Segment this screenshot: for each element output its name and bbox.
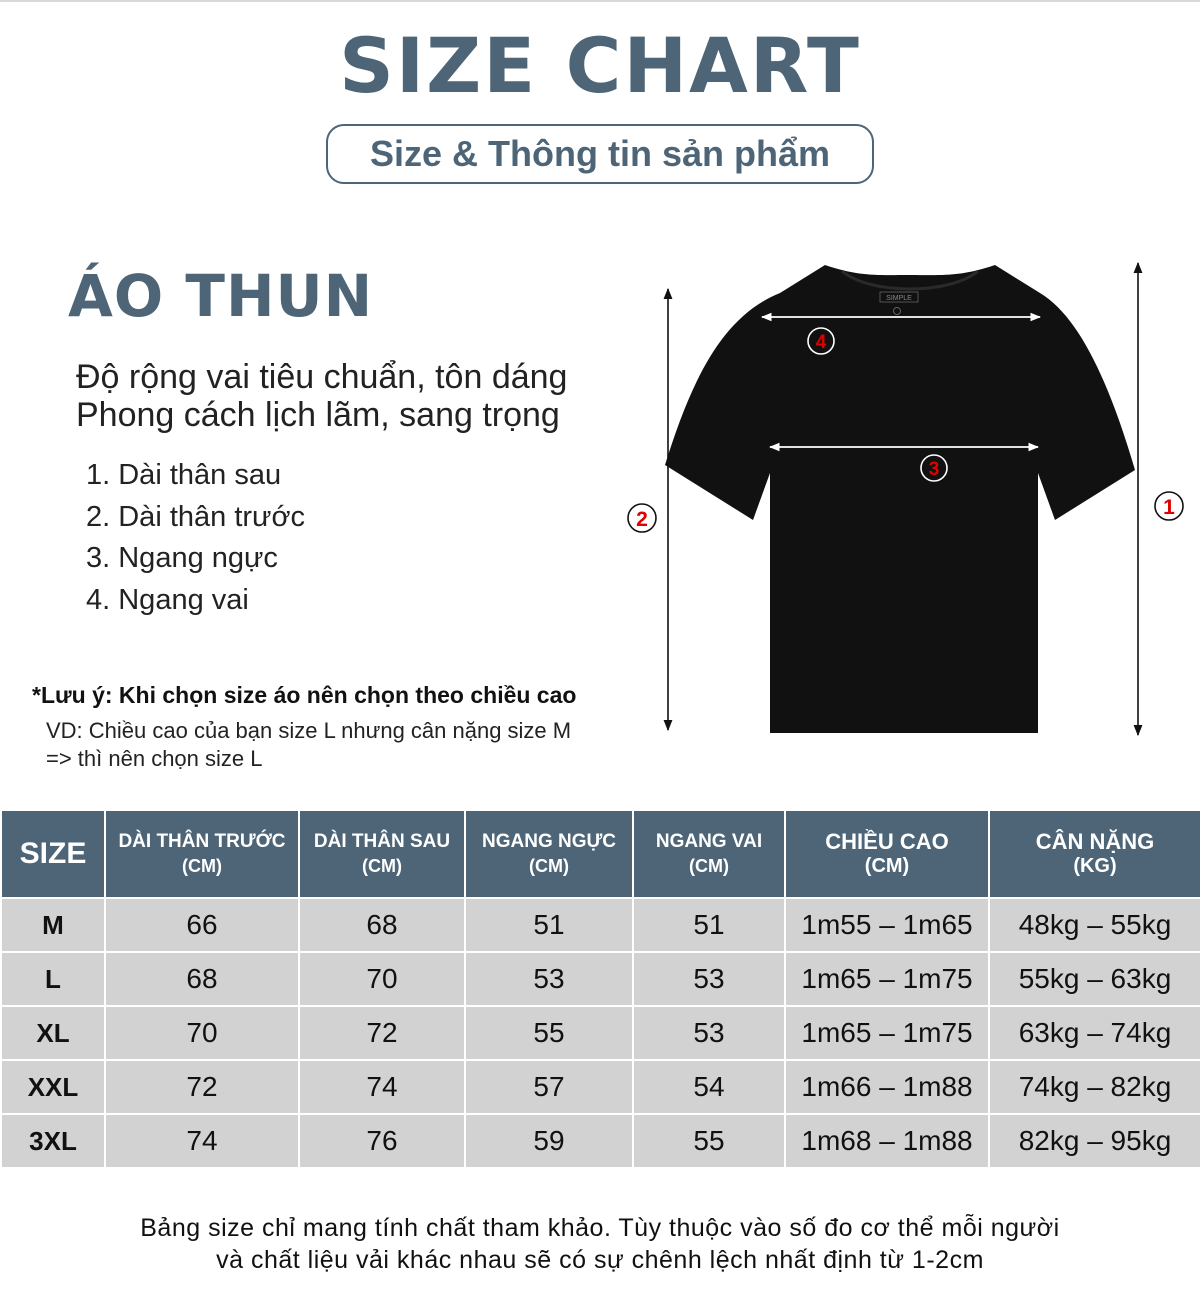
cell-chest: 55: [465, 1006, 633, 1060]
note-conclusion: => thì nên chọn size L: [46, 746, 263, 771]
product-name: ÁO THUN: [68, 262, 374, 330]
cell-back-length: 76: [299, 1114, 465, 1168]
header-size: [1, 810, 105, 898]
marker-3-number: 3: [928, 459, 940, 480]
cell-weight: 55kg – 63kg: [989, 952, 1200, 1006]
footer-disclaimer: [0, 1212, 1200, 1276]
page-title: SIZE CHART: [339, 21, 861, 110]
tshirt-measurement-illustration: [620, 255, 1200, 750]
brand-mark-text: SIMPLE: [886, 295, 912, 302]
note-title: *Lưu ý: Khi chọn size áo nên chọn theo chiều cao: [32, 682, 577, 708]
marker-2: [628, 504, 656, 532]
marker-4: [808, 328, 834, 354]
measurement-item: 4. Ngang vai: [86, 583, 249, 616]
cell-size: L: [1, 952, 105, 1006]
cell-height: 1m65 – 1m75: [785, 1006, 989, 1060]
subtitle-text: Size & Thông tin sản phẩm: [369, 133, 831, 174]
table-row: [1, 1006, 1200, 1060]
table-row: [1, 1114, 1200, 1168]
header-label: CHIỀU CAO: [825, 829, 949, 854]
marker-2-number: 2: [636, 508, 648, 531]
header-label: DÀI THÂN SAU: [313, 831, 451, 852]
cell-back-length: 68: [299, 898, 465, 952]
cell-size: M: [1, 898, 105, 952]
cell-size: XL: [1, 1006, 105, 1060]
cell-height: 1m55 – 1m65: [785, 898, 989, 952]
cell-weight: 74kg – 82kg: [989, 1060, 1200, 1114]
cell-size: XXL: [1, 1060, 105, 1114]
note-example: VD: Chiều cao của bạn size L nhưng cân nặng size M: [46, 718, 572, 743]
tagline-line: Độ rộng vai tiêu chuẩn, tôn dáng: [76, 358, 568, 396]
disclaimer-line: Bảng size chỉ mang tính chất tham khảo. Tùy thuộc vào số đo cơ thể mỗi người: [140, 1214, 1060, 1242]
measurement-list: [86, 455, 305, 621]
header-unit: (CM): [864, 855, 910, 877]
measurement-item: 2. Dài thân trước: [86, 500, 305, 533]
cell-weight: 63kg – 74kg: [989, 1006, 1200, 1060]
header-unit: (CM): [182, 856, 222, 876]
subtitle-badge: [326, 124, 874, 184]
cell-shoulder: 53: [633, 952, 785, 1006]
header-label: NGANG VAI: [655, 831, 763, 852]
cell-front-length: 74: [105, 1114, 299, 1168]
tshirt-shape: [665, 265, 1135, 733]
measurement-item: 1. Dài thân sau: [86, 459, 282, 491]
marker-3: [921, 455, 947, 481]
marker-1: [1155, 492, 1183, 520]
tagline-line: Phong cách lịch lãm, sang trọng: [76, 396, 560, 434]
cell-weight: 82kg – 95kg: [989, 1114, 1200, 1168]
table-row: [1, 898, 1200, 952]
cell-chest: 51: [465, 898, 633, 952]
marker-1-number: 1: [1163, 496, 1175, 519]
header-back-length: [299, 810, 465, 898]
cell-size: 3XL: [1, 1114, 105, 1168]
marker-4-number: 4: [815, 332, 827, 353]
header-height: [785, 810, 989, 898]
measurement-item: 3. Ngang ngực: [86, 542, 278, 574]
tshirt-diagram: [620, 255, 1200, 750]
header-label: NGANG NGỰC: [482, 831, 616, 852]
cell-front-length: 66: [105, 898, 299, 952]
header-chest: [465, 810, 633, 898]
size-table: [0, 809, 1200, 1169]
header-front-length: [105, 810, 299, 898]
disclaimer-line: và chất liệu vải khác nhau sẽ có sự chênh lệch nhất định từ 1-2cm: [216, 1246, 984, 1274]
cell-front-length: 72: [105, 1060, 299, 1114]
header-label: SIZE: [19, 837, 87, 870]
top-divider: [0, 0, 1200, 2]
cell-chest: 53: [465, 952, 633, 1006]
cell-shoulder: 54: [633, 1060, 785, 1114]
cell-height: 1m68 – 1m88: [785, 1114, 989, 1168]
header-unit: (CM): [362, 856, 402, 876]
cell-height: 1m65 – 1m75: [785, 952, 989, 1006]
header-label: DÀI THÂN TRƯỚC: [118, 831, 286, 852]
cell-front-length: 68: [105, 952, 299, 1006]
cell-back-length: 70: [299, 952, 465, 1006]
cell-chest: 57: [465, 1060, 633, 1114]
table-row: [1, 1060, 1200, 1114]
header-label: CÂN NẶNG: [1035, 829, 1155, 854]
cell-front-length: 70: [105, 1006, 299, 1060]
cell-height: 1m66 – 1m88: [785, 1060, 989, 1114]
cell-shoulder: 53: [633, 1006, 785, 1060]
cell-shoulder: 55: [633, 1114, 785, 1168]
header-unit: (CM): [529, 856, 569, 876]
table-header-row: [1, 810, 1200, 898]
cell-chest: 59: [465, 1114, 633, 1168]
cell-weight: 48kg – 55kg: [989, 898, 1200, 952]
product-tagline: [76, 358, 567, 434]
header-unit: (KG): [1073, 855, 1117, 877]
header-unit: (CM): [689, 856, 729, 876]
cell-shoulder: 51: [633, 898, 785, 952]
table-row: [1, 952, 1200, 1006]
cell-back-length: 72: [299, 1006, 465, 1060]
cell-back-length: 74: [299, 1060, 465, 1114]
header-weight: [989, 810, 1200, 898]
header-shoulder: [633, 810, 785, 898]
